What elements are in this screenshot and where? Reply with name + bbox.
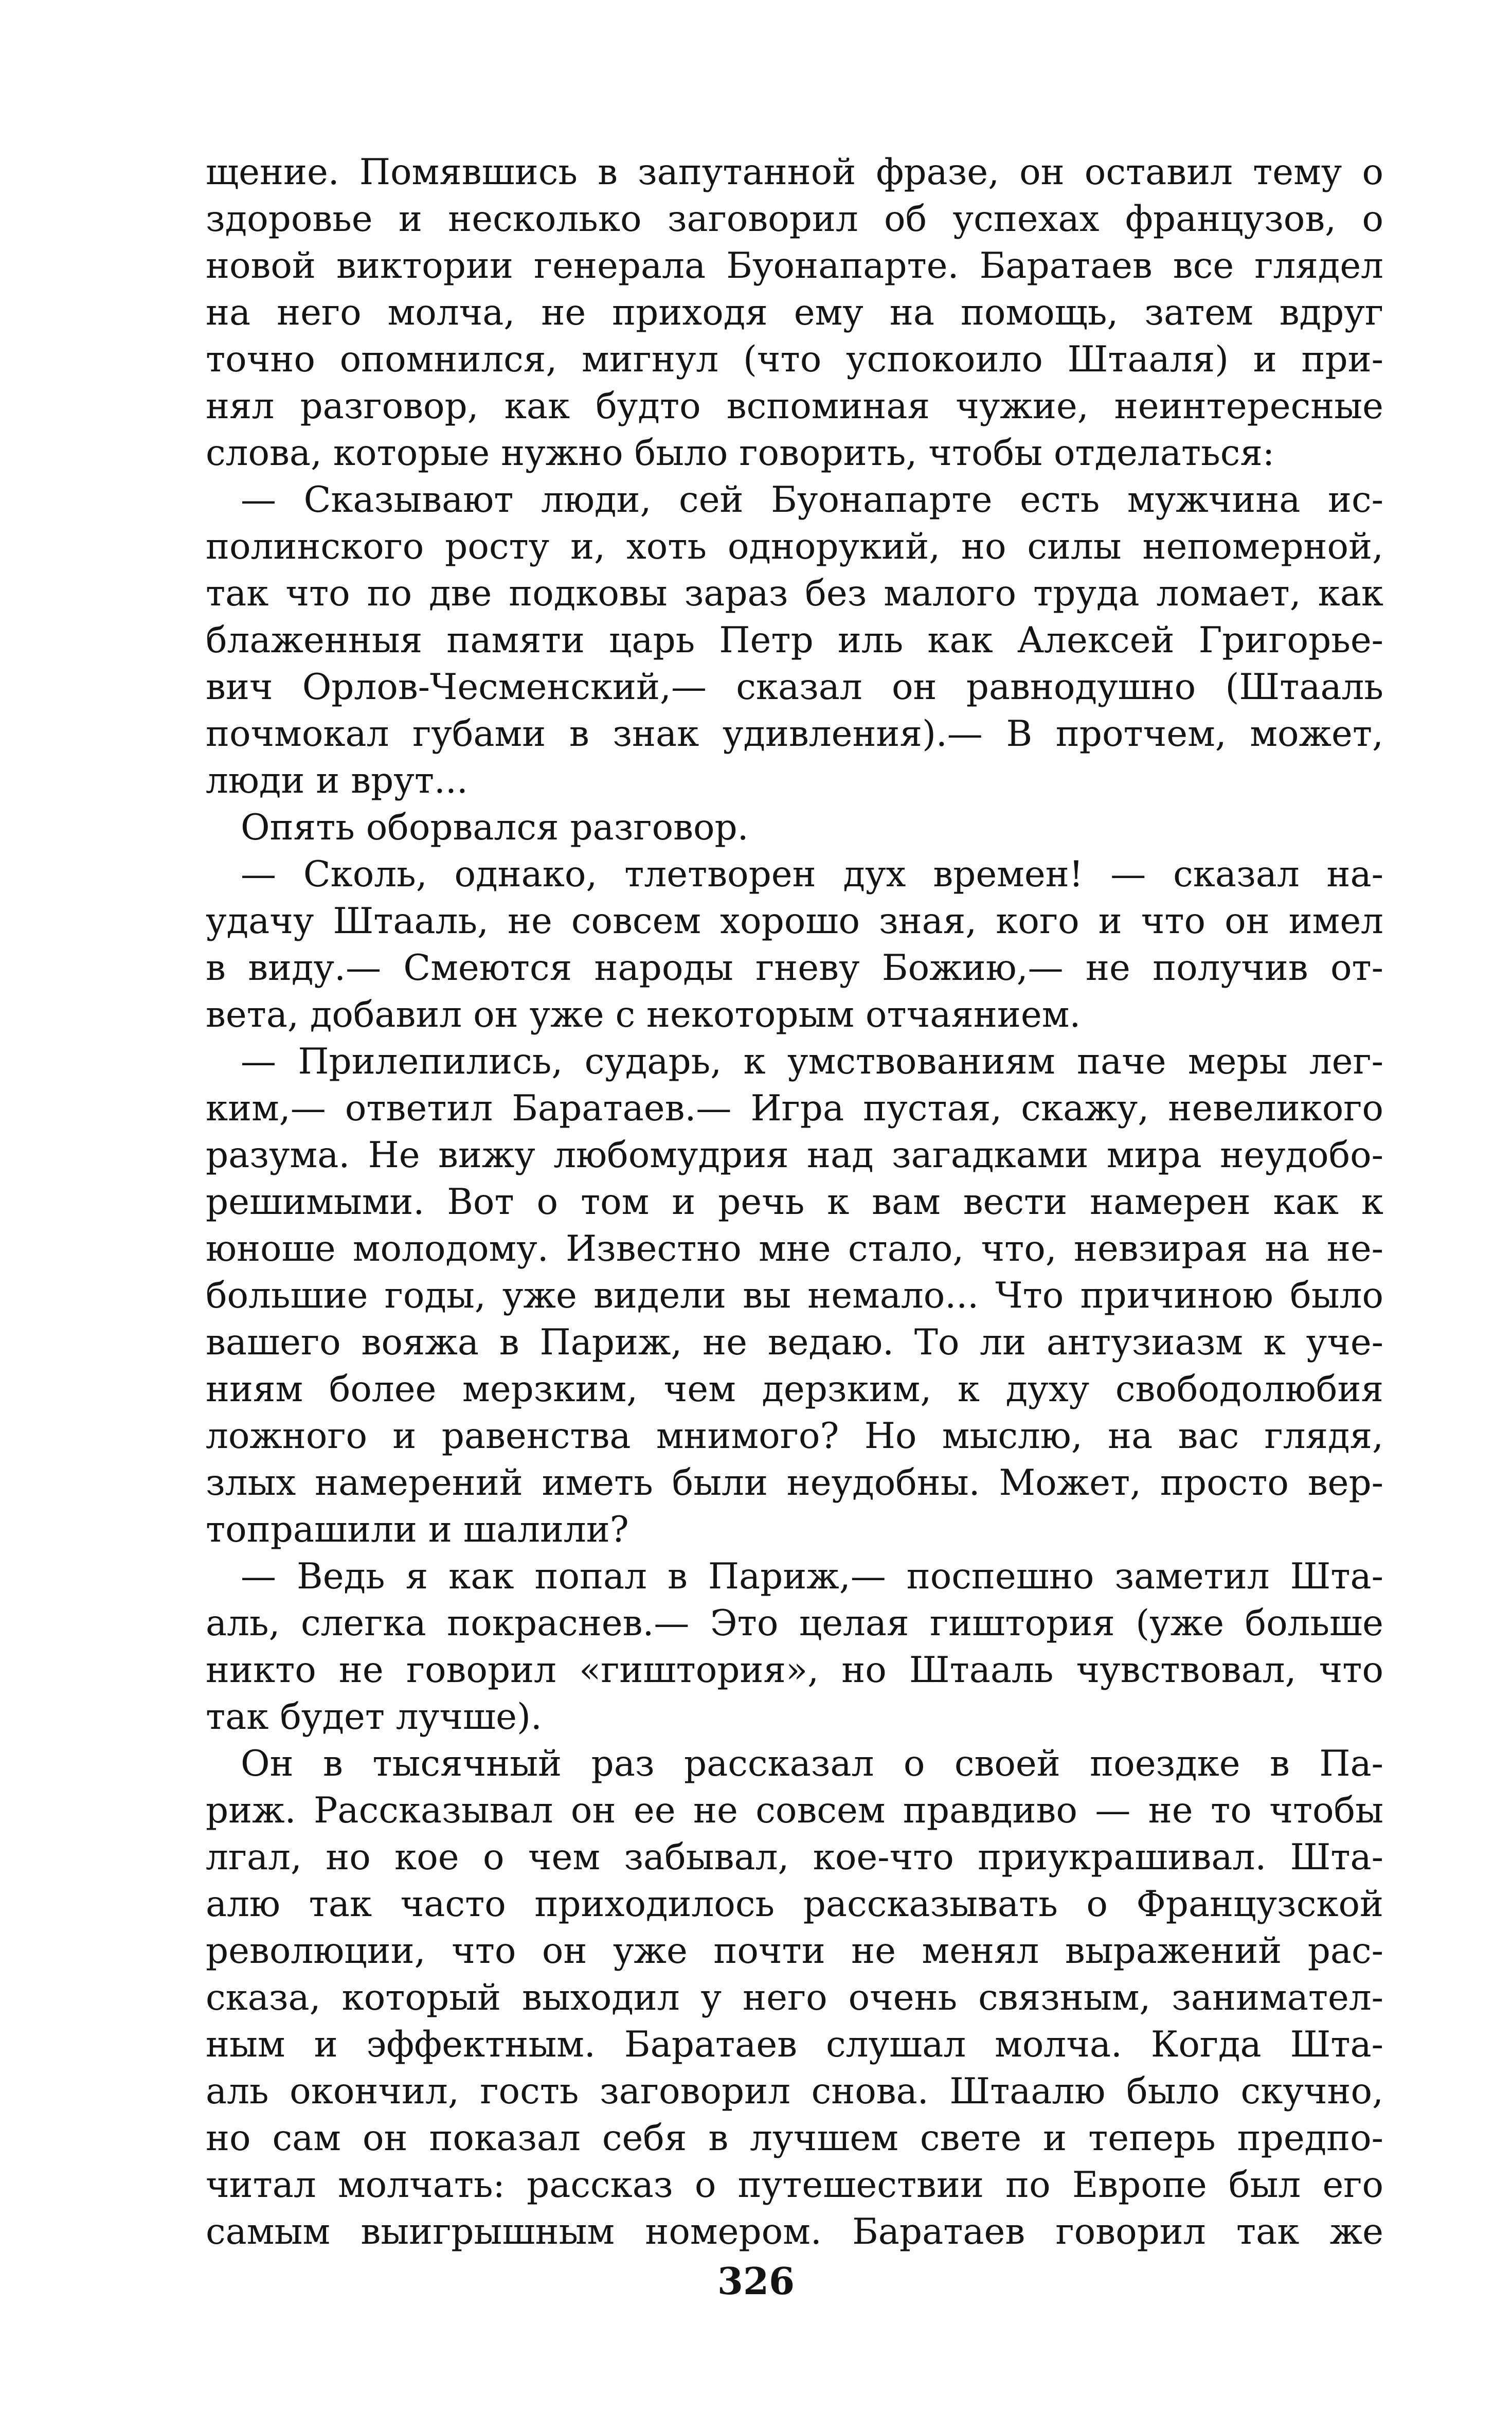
text-line: вета, добавил он уже с некоторым отчаянием. — [206, 994, 1081, 1035]
text-line: удачу Штааль, не совсем хорошо зная, кого и что он имел — [206, 901, 1383, 942]
text-line: самым выигрышным номером. Баратаев говорил так же — [206, 2211, 1383, 2252]
text-line: — Ведь я как попал в Париж,— поспешно заметил Шта- — [241, 1556, 1383, 1597]
text-line: — Прилепились, сударь, к умствованиям паче меры лег- — [241, 1041, 1383, 1082]
text-line: злых намерений иметь были неудобны. Может, просто вер- — [206, 1462, 1383, 1504]
text-line: юноше молодому. Известно мне стало, что, невзирая на не- — [206, 1228, 1383, 1269]
text-line: революции, что он уже почти не менял выражений рас- — [206, 1930, 1383, 1972]
text-line: аль, слегка покраснев.— Это целая гиштория (уже больше — [206, 1603, 1383, 1644]
text-line: щение. Помявшись в запутанной фразе, он оставил тему о — [206, 152, 1383, 193]
text-line: так будет лучше). — [206, 1696, 542, 1738]
text-line: — Сказывают люди, сей Буонапарте есть мужчина ис- — [241, 479, 1383, 521]
text-line: алю так часто приходилось рассказывать о Французской — [206, 1884, 1383, 1925]
text-line: слова, которые нужно было говорить, чтобы отделаться: — [206, 433, 1275, 474]
text-line: решимыми. Вот о том и речь к вам вести намерен как к — [206, 1182, 1383, 1223]
text-line: ложного и равенства мнимого? Но мыслю, на вас глядя, — [206, 1416, 1383, 1457]
text-line: большие годы, уже видели вы немало... Что причиною было — [206, 1275, 1383, 1316]
text-line: сказа, который выходил у него очень связным, занимател- — [206, 1977, 1383, 2018]
text-line: вашего вояжа в Париж, не ведаю. То ли антузиазм к уче- — [206, 1322, 1383, 1363]
text-line: ким,— ответил Баратаев.— Игра пустая, скажу, невеликого — [206, 1088, 1383, 1129]
text-line: вич Орлов-Чесменский,— сказал он равнодушно (Штааль — [206, 667, 1383, 708]
page-number: 326 — [717, 2259, 795, 2303]
text-line: но сам он показал себя в лучшем свете и теперь предпо- — [206, 2118, 1383, 2159]
text-line: нял разговор, как будто вспоминая чужие, неинтересные — [206, 386, 1383, 427]
text-line: Опять оборвался разговор. — [241, 807, 749, 848]
text-line: читал молчать: рассказ о путешествии по Европе был его — [206, 2165, 1383, 2206]
text-line: ным и эффектным. Баратаев слушал молча. Когда Шта- — [206, 2024, 1383, 2065]
text-line: здоровье и несколько заговорил об успехах французов, о — [206, 199, 1383, 240]
text-line: риж. Рассказывал он ее не совсем правдиво — не то чтобы — [206, 1790, 1383, 1831]
text-line: в виду.— Смеются народы гневу Божию,— не получив от- — [206, 947, 1383, 989]
text-line: ниям более мерзким, чем дерзким, к духу свободолюбия — [206, 1369, 1383, 1410]
text-line: блаженныя памяти царь Петр иль как Алексей Григорье- — [206, 620, 1383, 661]
text-line: лгал, но кое о чем забывал, кое-что приукрашивал. Шта- — [206, 1837, 1383, 1878]
text-line: почмокал губами в знак удивления).— В протчем, может, — [206, 713, 1383, 755]
text-line: разума. Не вижу любомудрия над загадками мира неудобо- — [206, 1135, 1383, 1176]
text-line: полинского росту и, хоть однорукий, но силы непомерной, — [206, 526, 1383, 567]
text-line: никто не говорил «гиштория», но Штааль чувствовал, что — [206, 1650, 1383, 1691]
text-line: люди и врут... — [206, 760, 468, 801]
body-text — [206, 149, 1383, 2256]
text-line: топрашили и шалили? — [206, 1509, 629, 1550]
text-line: на него молча, не приходя ему на помощь, затем вдруг — [206, 292, 1383, 333]
text-line: точно опомнился, мигнул (что успокоило Штааля) и при- — [206, 339, 1383, 380]
text-line: так что по две подковы зараз без малого труда ломает, как — [206, 573, 1383, 614]
text-line: аль окончил, гость заговорил снова. Штаалю было скучно, — [206, 2071, 1383, 2112]
text-line: новой виктории генерала Буонапарте. Баратаев все глядел — [206, 245, 1383, 287]
text-line: — Сколь, однако, тлетворен дух времен! — сказал на- — [241, 854, 1383, 895]
text-line: Он в тысячный раз рассказал о своей поездке в Па- — [241, 1743, 1383, 1784]
